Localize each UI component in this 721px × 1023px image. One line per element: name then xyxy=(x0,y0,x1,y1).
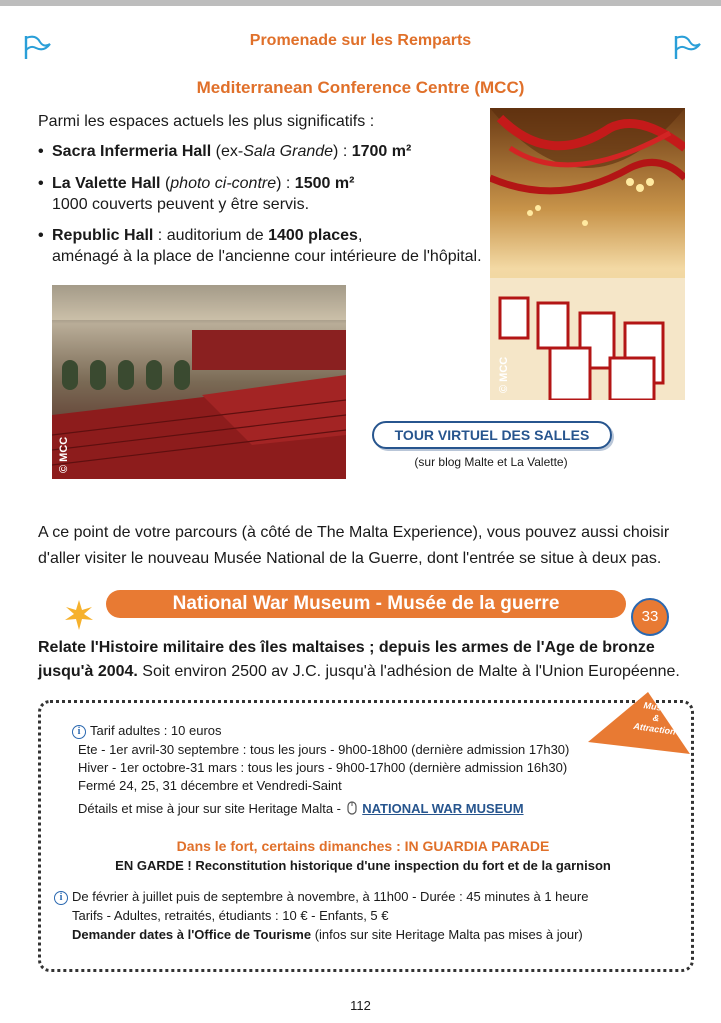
museum-banner: National War Museum - Musée de la guerre xyxy=(106,590,626,618)
top-rule xyxy=(0,0,721,6)
fort-schedule: i De février à juillet puis de septembre à novembre, à 11h00 - Durée : 45 minutes à 1 heure xyxy=(54,888,588,906)
mouse-icon xyxy=(345,801,359,815)
page-header: Promenade sur les Remparts xyxy=(249,32,472,49)
closed-days: Fermé 24, 25, 31 décembre et Vendredi-Saint xyxy=(78,778,342,793)
info-icon: i xyxy=(72,725,86,739)
fort-subtitle: EN GARDE ! Reconstitution historique d'une inspection du fort et de la garnison xyxy=(115,858,611,873)
page-number: 112 xyxy=(350,998,371,1013)
list-item: • Republic Hall : auditorium de 1400 places, aménagé à la place de l'ancienne cour intérieure de l'hôpital. xyxy=(38,227,482,265)
winter-hours: Hiver - 1er octobre-31 mars : tous les jours - 9h00-17h00 (dernière admission 16h30) xyxy=(78,760,568,775)
virtual-tour-source: (sur blog Malte et La Valette) xyxy=(414,455,568,469)
photo-credit: © MCC xyxy=(58,436,70,473)
section-title: Mediterranean Conference Centre (MCC) xyxy=(196,78,525,97)
museum-attraction-tag: Musée & Attraction xyxy=(588,692,692,763)
photo-credit: © MCC xyxy=(498,356,510,393)
summer-hours: Ete - 1er avril-30 septembre : tous les jours - 9h00-18h00 (dernière admission 17h30) xyxy=(78,742,570,757)
tarif-line: i Tarif adultes : 10 euros xyxy=(72,722,222,740)
list-item: • Sacra Infermeria Hall (ex-Sala Grande) : 1700 m² xyxy=(38,143,412,160)
details-line: Détails et mise à jour sur site Heritage Malta - NATIONAL WAR MUSEUM xyxy=(78,801,524,816)
museum-description: Relate l'Histoire militaire des îles maltaises ; depuis les armes de l'Age de bronze jusqu'à 2004. Soit environ 2500 av J.C. jusqu'à l'adhésion de Malte à l'Union Européenne. xyxy=(38,639,680,680)
list-item: • La Valette Hall (photo ci-contre) : 1500 m² 1000 couverts peuvent y être servis. xyxy=(38,175,355,213)
body-paragraph: A ce point de votre parcours (à côté de The Malta Experience), vous pouvez aussi choisir d'aller visiter le nouveau Musée National de la Guerre, dont l'entrée se situe à deux pas. xyxy=(38,524,670,567)
fort-title: Dans le fort, certains dimanches : IN GUARDIA PARADE xyxy=(176,838,550,854)
virtual-tour-button[interactable]: TOUR VIRTUEL DES SALLES xyxy=(372,421,612,449)
attraction-number-badge: 33 xyxy=(631,598,669,636)
national-war-museum-link[interactable]: NATIONAL WAR MUSEUM xyxy=(362,801,524,816)
intro-text: Parmi les espaces actuels les plus significatifs : xyxy=(38,113,375,130)
auditorium-photo xyxy=(52,285,346,479)
banquet-hall-photo xyxy=(490,108,685,400)
fort-demand: Demander dates à l'Office de Tourisme (infos sur site Heritage Malta pas mises à jour) xyxy=(72,927,583,942)
sun-icon xyxy=(64,600,94,630)
fort-tarifs: Tarifs - Adultes, retraités, étudiants : 10 € - Enfants, 5 € xyxy=(72,908,389,923)
info-icon: i xyxy=(54,891,68,905)
